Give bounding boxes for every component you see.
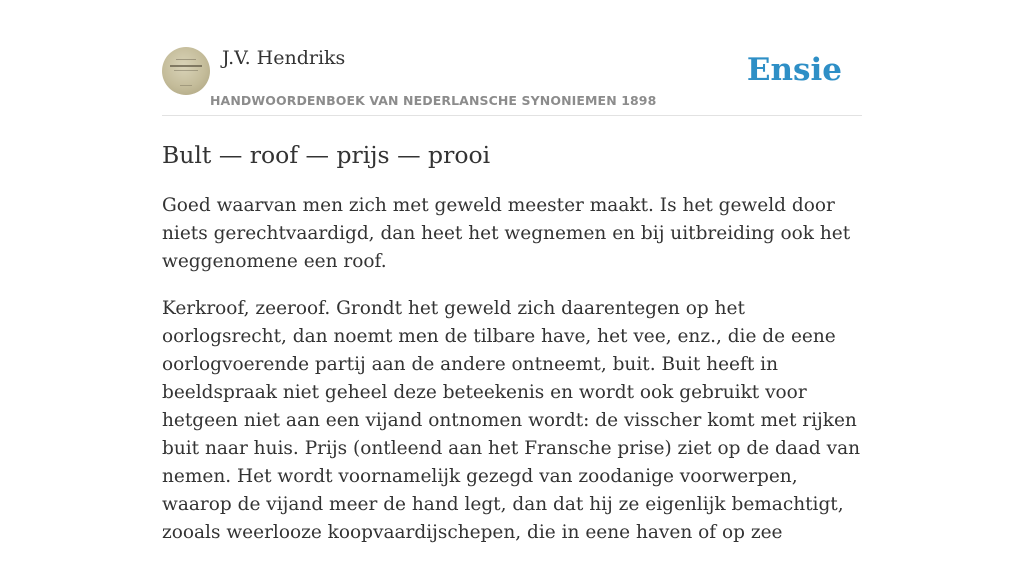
brand-logo[interactable]: Ensie <box>746 52 842 88</box>
entry-paragraph: Goed waarvan men zich met geweld meester maakt. Is het geweld door niets gerechtvaardigd, dan heet het wegnemen en bij uitbreiding ook het weggenomene een roof. <box>162 195 851 272</box>
avatar-detail <box>170 65 202 67</box>
entry-title: Bult — roof — prijs — prooi <box>162 141 491 169</box>
avatar-detail <box>174 70 198 71</box>
header <box>162 46 862 116</box>
author-name[interactable]: J.V. Hendriks <box>222 47 346 69</box>
entry-paragraph: Kerkroof, zeeroof. Grondt het geweld zich daarentegen op het oorlogsrecht, dan noemt men de tilbare have, het vee, enz., die de eene oorlogvoerende partij aan de andere ontneemt, buit. Buit heeft in beeldspraak niet geheel deze beteekenis en wordt ook gebruikt voor hetgeen niet aan een vijand ontnomen wordt: de visscher komt met rijken buit naar huis. Prijs (ontleend aan het Fransche prise) ziet op de daad van nemen. Het wordt voornamelijk gezegd van zoodanige voorwerpen, waarop de vijand meer de hand legt, dan dat hij ze eigenlijk bemachtigt, zooals weerlooze koopvaardijschepen, die in eene haven of op zee <box>162 298 861 543</box>
avatar-detail <box>176 59 196 60</box>
source-book-title[interactable]: HANDWOORDENBOEK VAN NEDERLANSCHE SYNONIEMEN 1898 <box>210 93 657 108</box>
header-divider <box>162 115 862 116</box>
author-avatar[interactable] <box>162 47 210 95</box>
entry-body <box>162 192 862 566</box>
avatar-detail <box>180 85 192 86</box>
